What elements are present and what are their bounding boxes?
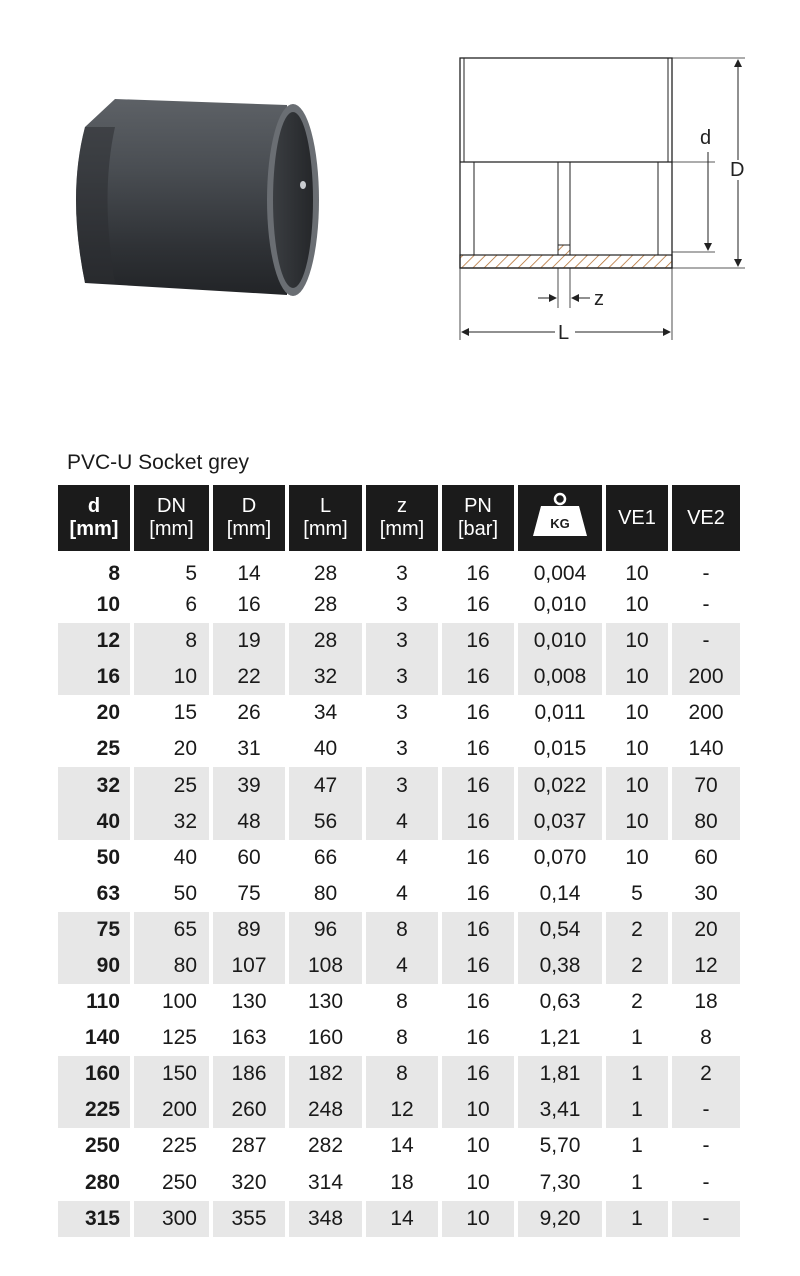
table-cell: 8 (134, 623, 209, 659)
table-cell: 1 (606, 1201, 668, 1237)
table-cell: 16 (466, 990, 490, 1014)
dim-D-label: D (730, 159, 745, 181)
table-cell: 20 (173, 737, 197, 761)
table-cell: 4 (366, 948, 438, 984)
table-cell: 16 (442, 804, 514, 840)
table-cell: 248 (289, 1092, 362, 1128)
table-row (58, 912, 740, 948)
table-row (58, 948, 740, 984)
table-cell: 1 (606, 1092, 668, 1128)
table-cell: 150 (134, 1056, 209, 1092)
table-cell: 314 (307, 1170, 344, 1194)
table-cell: 140 (688, 737, 724, 761)
table-cell: 3 (396, 593, 408, 617)
table-cell: 0,010 (518, 623, 602, 659)
table-cell: 0,63 (539, 990, 581, 1014)
table-cell: 3 (396, 737, 408, 761)
table-cell: 80 (134, 948, 209, 984)
table-cell: 20 (96, 701, 120, 725)
table-cell: 8 (396, 990, 408, 1014)
column-header (672, 485, 740, 551)
table-cell: 125 (161, 1026, 197, 1050)
table-row (58, 984, 740, 1020)
table-cell: 320 (231, 1170, 267, 1194)
table-cell: 160 (58, 1056, 130, 1092)
table-cell: 16 (466, 737, 490, 761)
table-cell: 3 (366, 767, 438, 803)
table-cell: 1 (631, 1170, 643, 1194)
table-cell: - (702, 1170, 710, 1194)
table-cell: 16 (442, 623, 514, 659)
table-row (58, 695, 740, 731)
table-cell: 2 (606, 948, 668, 984)
table-cell: 160 (307, 1026, 344, 1050)
table-cell: 2 (631, 990, 643, 1014)
table-cell: 75 (58, 912, 130, 948)
table-cell: 70 (672, 767, 740, 803)
table-title: PVC-U Socket grey (67, 451, 250, 474)
table-cell: 1,81 (518, 1056, 602, 1092)
table-cell: 16 (466, 593, 490, 617)
table-cell: 16 (442, 767, 514, 803)
table-cell: 14 (237, 562, 261, 585)
table-cell: 10 (96, 593, 120, 617)
table-cell: 0,011 (534, 701, 586, 725)
column-header-unit: [mm] (226, 518, 272, 540)
table-row (58, 1020, 740, 1056)
table-cell: 200 (688, 701, 724, 725)
table-cell: 40 (313, 737, 338, 761)
column-header-unit: [mm] (149, 518, 194, 540)
table-cell: 48 (213, 804, 285, 840)
column-header-label: D (241, 495, 257, 517)
column-header-unit: [mm] (69, 518, 119, 540)
table-cell: 2 (606, 912, 668, 948)
table-cell: 16 (466, 701, 490, 725)
table-cell: 0,037 (518, 804, 602, 840)
table-cell: 12 (58, 623, 130, 659)
table-cell: 16 (466, 1026, 490, 1050)
table-cell: 225 (58, 1092, 130, 1128)
column-header-unit: [mm] (303, 518, 348, 540)
table-cell: 20 (672, 912, 740, 948)
table-cell: 10 (466, 1170, 490, 1194)
table-row (58, 767, 740, 803)
table-cell: 14 (390, 1134, 414, 1158)
table-cell: 25 (96, 737, 120, 761)
table-cell: 140 (84, 1026, 120, 1050)
table-cell: 7,30 (539, 1170, 581, 1194)
table-cell: 10 (606, 623, 668, 659)
table-cell: 348 (289, 1201, 362, 1237)
table-cell: 225 (161, 1134, 197, 1158)
table-cell: 0,004 (533, 562, 587, 585)
table-cell: 1 (606, 1056, 668, 1092)
table-cell: 0,010 (533, 593, 587, 617)
table-cell: 4 (366, 804, 438, 840)
table-cell: 47 (289, 767, 362, 803)
weight-icon (531, 492, 589, 544)
column-header (366, 485, 438, 551)
table-cell: 50 (173, 881, 197, 905)
table-cell: 1 (631, 1026, 643, 1050)
product-photo (55, 85, 335, 310)
table-cell: 200 (134, 1092, 209, 1128)
column-header-label: DN (157, 495, 186, 517)
table-cell: 10 (442, 1092, 514, 1128)
table-cell: 10 (442, 1201, 514, 1237)
table-cell: 3 (396, 562, 408, 585)
table-cell: 16 (466, 562, 490, 585)
table-cell: 315 (58, 1201, 130, 1237)
column-header (58, 485, 130, 551)
table-cell: 100 (161, 990, 197, 1014)
column-header (213, 485, 285, 551)
column-header (134, 485, 209, 551)
table-cell: 12 (672, 948, 740, 984)
table-cell: 60 (694, 845, 718, 869)
table-cell: 10 (606, 767, 668, 803)
table-cell: 260 (213, 1092, 285, 1128)
table-cell: 0,015 (533, 737, 587, 761)
table-cell: 8 (700, 1026, 712, 1050)
table-cell: 8 (366, 1056, 438, 1092)
table-cell: 0,38 (518, 948, 602, 984)
table-header-row (58, 485, 740, 551)
table-cell: 10 (625, 845, 649, 869)
table-cell: 16 (466, 845, 490, 869)
table-cell: - (702, 1134, 710, 1158)
table-cell: 10 (625, 701, 649, 725)
table-cell: 1,21 (539, 1026, 581, 1050)
table-cell: 3 (396, 701, 408, 725)
table-cell: 28 (289, 623, 362, 659)
table-cell: 16 (442, 912, 514, 948)
table-cell: - (672, 1201, 740, 1237)
table-cell: 1 (631, 1134, 643, 1158)
table-cell: 110 (86, 990, 120, 1014)
column-header (518, 485, 602, 551)
table-cell: 65 (134, 912, 209, 948)
table-cell: 2 (672, 1056, 740, 1092)
table-cell: 130 (231, 990, 267, 1014)
table-cell: 0,14 (539, 881, 581, 905)
table-cell: 4 (396, 845, 408, 869)
table-cell: 50 (96, 845, 120, 869)
table-cell: 80 (672, 804, 740, 840)
table-cell: 10 (625, 562, 649, 585)
table-cell: 9,20 (518, 1201, 602, 1237)
table-cell: 0,54 (518, 912, 602, 948)
table-cell: 8 (366, 912, 438, 948)
dim-z-label: z (594, 288, 604, 310)
dim-d-label: d (700, 127, 712, 149)
table-cell: 39 (213, 767, 285, 803)
table-row (58, 1128, 740, 1164)
column-header (289, 485, 362, 551)
table-cell: - (672, 623, 740, 659)
table-row (58, 1056, 740, 1092)
table-cell: 300 (134, 1201, 209, 1237)
table-cell: 250 (84, 1134, 120, 1158)
table-cell: 12 (366, 1092, 438, 1128)
table-cell: 80 (313, 881, 338, 905)
table-cell: 16 (442, 948, 514, 984)
table-body (58, 551, 740, 1237)
table-row (58, 551, 740, 587)
table-row (58, 804, 740, 840)
table-cell: 16 (237, 593, 261, 617)
table-cell: 31 (237, 737, 261, 761)
table-cell: - (702, 593, 710, 617)
table-cell: 3 (366, 623, 438, 659)
technical-drawing (440, 40, 760, 360)
table-cell: 10 (625, 737, 649, 761)
table-cell: 4 (396, 881, 408, 905)
column-header-label: z (397, 495, 407, 517)
column-header-label: VE1 (618, 506, 656, 529)
table-cell: 90 (58, 948, 130, 984)
table-cell: 0,070 (533, 845, 587, 869)
table-cell: 6 (185, 593, 197, 617)
dim-L-label: L (558, 322, 570, 344)
table-cell: 107 (213, 948, 285, 984)
column-header-unit: [bar] (457, 518, 499, 540)
table-cell: 19 (213, 623, 285, 659)
column-header-unit: [mm] (379, 518, 425, 540)
table-cell: 34 (313, 701, 338, 725)
table-row (58, 840, 740, 876)
table-row (58, 1165, 740, 1201)
table-row (58, 1092, 740, 1128)
table-cell: 63 (96, 881, 120, 905)
table-cell: 8 (108, 562, 120, 585)
table-cell: 182 (289, 1056, 362, 1092)
table-cell: 28 (313, 562, 338, 585)
table-cell: 186 (213, 1056, 285, 1092)
table-cell: 355 (213, 1201, 285, 1237)
table-cell: 18 (390, 1170, 414, 1194)
table-cell: 10 (134, 659, 209, 695)
table-row (58, 659, 740, 695)
table-cell: 28 (313, 593, 338, 617)
table-cell: 96 (289, 912, 362, 948)
table-cell: 3,41 (518, 1092, 602, 1128)
table-row (58, 1201, 740, 1237)
column-header-label: d (87, 495, 101, 517)
table-cell: - (702, 562, 710, 585)
table-cell: 10 (606, 804, 668, 840)
table-cell: 32 (58, 767, 130, 803)
table-cell: 282 (307, 1134, 344, 1158)
table-cell: 5,70 (539, 1134, 581, 1158)
table-cell: 16 (466, 881, 490, 905)
table-cell: 60 (237, 845, 261, 869)
table-cell: 40 (173, 845, 197, 869)
table-row (58, 623, 740, 659)
column-header-label: VE2 (687, 506, 725, 529)
table-cell: 5 (185, 562, 197, 585)
table-cell: 10 (606, 659, 668, 695)
table-cell: 22 (213, 659, 285, 695)
table-cell: 10 (466, 1134, 490, 1158)
table-row (58, 731, 740, 767)
column-header (442, 485, 514, 551)
table-cell: 108 (289, 948, 362, 984)
table-cell: 16 (442, 659, 514, 695)
table-cell: 25 (134, 767, 209, 803)
table-cell: 16 (442, 1056, 514, 1092)
table-cell: 5 (631, 881, 643, 905)
svg-text:KG: KG (550, 516, 570, 531)
table-cell: 30 (694, 881, 718, 905)
table-cell: 18 (694, 990, 718, 1014)
table-cell: 280 (84, 1170, 120, 1194)
table-cell: 14 (366, 1201, 438, 1237)
table-row (58, 587, 740, 623)
table-cell: 75 (237, 881, 261, 905)
table-cell: 130 (307, 990, 344, 1014)
table-cell: 287 (231, 1134, 267, 1158)
table-cell: 66 (313, 845, 338, 869)
table-cell: 40 (58, 804, 130, 840)
table-cell: 15 (173, 701, 197, 725)
table-cell: 56 (289, 804, 362, 840)
table-cell: 0,008 (518, 659, 602, 695)
column-header-label: L (319, 495, 332, 517)
table-cell: 8 (396, 1026, 408, 1050)
table-cell: 10 (625, 593, 649, 617)
table-cell: 0,022 (518, 767, 602, 803)
dimensions-table (54, 485, 744, 1237)
table-cell: 26 (237, 701, 261, 725)
column-header (606, 485, 668, 551)
table-row (58, 876, 740, 912)
table-cell: 16 (58, 659, 130, 695)
table-cell: 250 (161, 1170, 197, 1194)
table-cell: 32 (134, 804, 209, 840)
table-cell: 3 (366, 659, 438, 695)
table-cell: 163 (231, 1026, 267, 1050)
table-cell: 200 (672, 659, 740, 695)
table-cell: - (672, 1092, 740, 1128)
column-header-label: PN (464, 495, 492, 517)
table-cell: 89 (213, 912, 285, 948)
table-cell: 32 (289, 659, 362, 695)
